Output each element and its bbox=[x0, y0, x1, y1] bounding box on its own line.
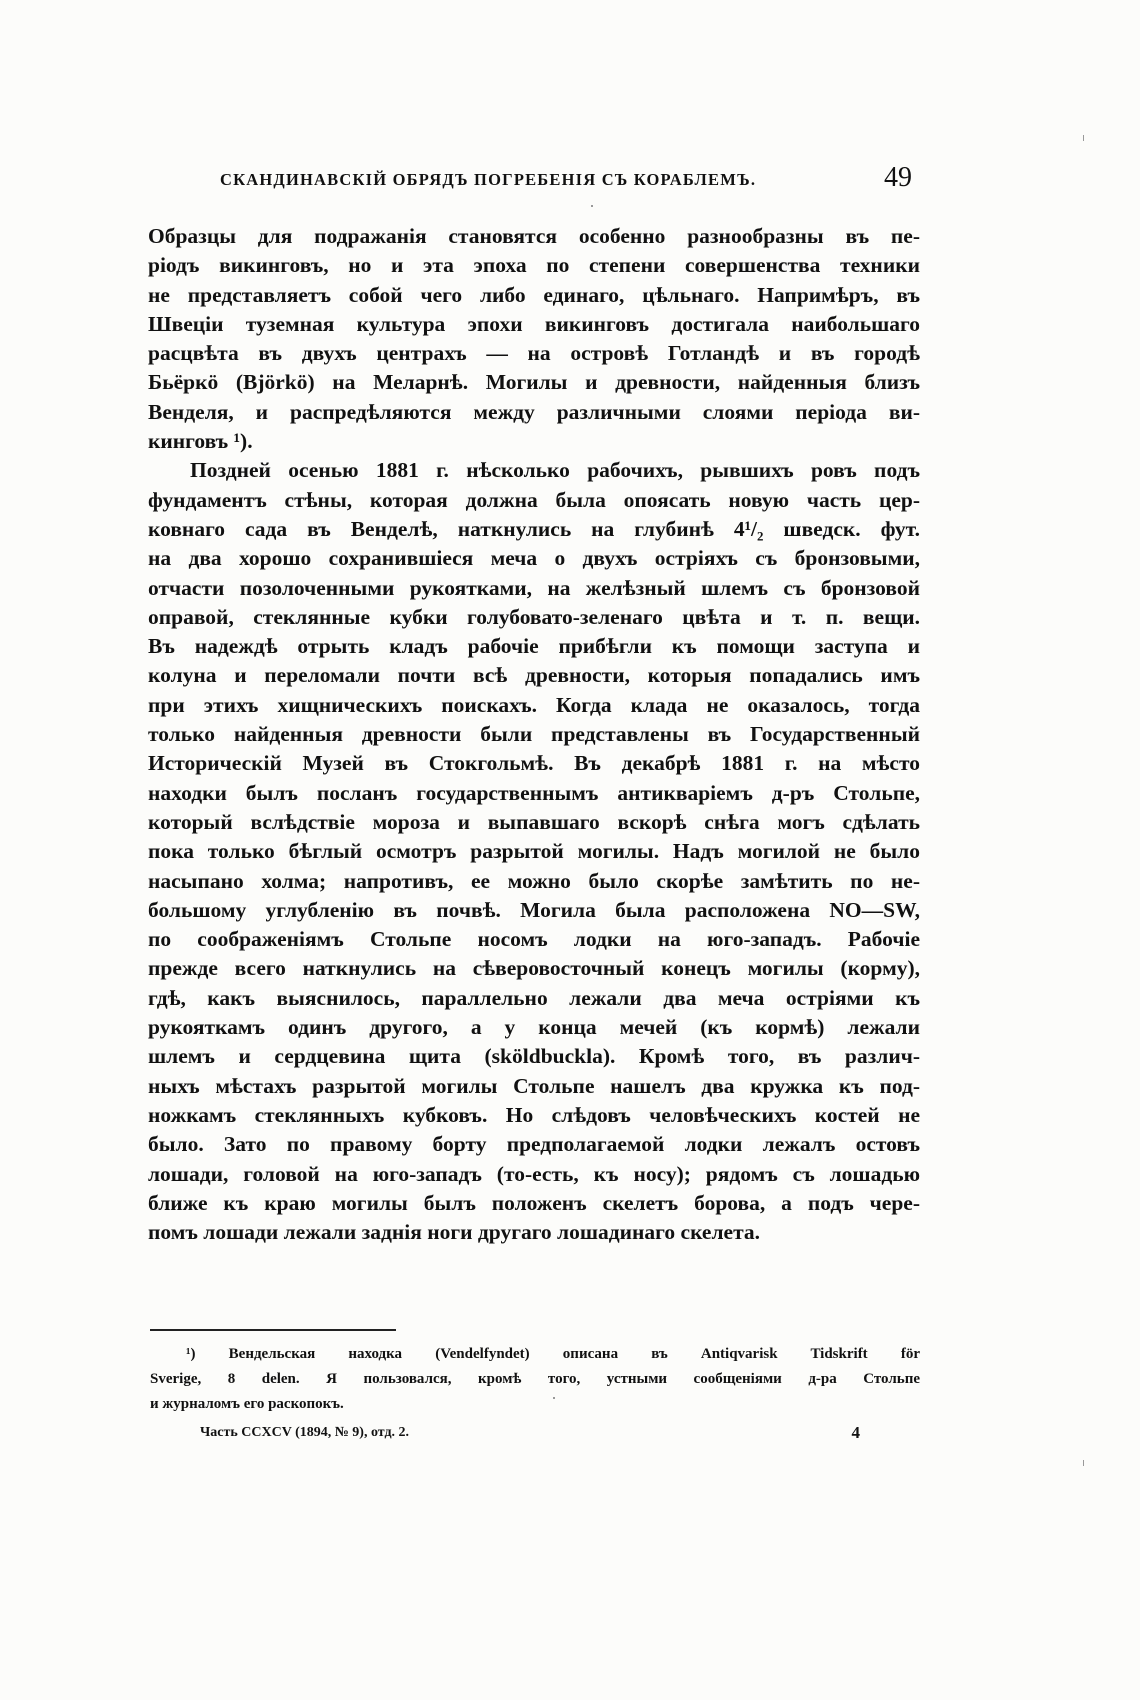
body-line: Образцы для подражанія становятся особенно разнообразны въ пе- bbox=[148, 224, 920, 248]
body-line: большому углубленію въ почвѣ. Могила была расположена NO—SW, bbox=[148, 897, 920, 922]
body-line: было. Зато по правому борту предполагаемой лодки лежалъ остовъ bbox=[148, 1132, 920, 1157]
signature-text: Часть CCXCV (1894, № 9), отд. 2. bbox=[200, 1425, 410, 1440]
body-line: насыпано холма; напротивъ, ее можно было скорѣе замѣтить по не- bbox=[148, 868, 920, 893]
body-line: рукояткамъ одинъ другого, а у конца мечей (къ кормѣ) лежали bbox=[148, 1015, 920, 1040]
footnote-line: ¹) Вендельская находка (Vendelfyndet) описана въ Antiqvarisk Tidskrift för bbox=[186, 1346, 920, 1362]
page-header bbox=[150, 162, 920, 202]
body-line: на два хорошо сохранившіеся меча о двухъ остріяхъ съ бронзовыми, bbox=[148, 546, 920, 571]
scan-speck bbox=[591, 205, 593, 207]
page-number: 49 bbox=[884, 162, 912, 193]
body-line: помъ лошади лежали заднія ноги другаго лошадинаго скелета. bbox=[148, 1220, 761, 1245]
footnote-divider bbox=[150, 1329, 396, 1331]
body-line: только найденныя древности были представлены въ Государственный bbox=[148, 722, 920, 747]
footnote-line: и журналомъ его раскопокъ. bbox=[150, 1396, 344, 1412]
body-line: Историческій Музей въ Стокгольмѣ. Въ декабрѣ 1881 г. на мѣсто bbox=[148, 751, 920, 776]
body-line: ножкамъ стеклянныхъ кубковъ. Но слѣдовъ человѣческихъ костей не bbox=[148, 1102, 920, 1127]
body-line: колуна и переломали почти всѣ древности, которыя попадались имъ bbox=[148, 663, 920, 688]
body-line: Поздней осенью 1881 г. нѣсколько рабочихъ, рывшихъ ровъ подъ bbox=[190, 458, 920, 483]
footnote bbox=[150, 1342, 920, 1417]
body-text bbox=[148, 222, 920, 1247]
signature-number: 4 bbox=[851, 1423, 860, 1442]
printer-signature bbox=[200, 1425, 890, 1449]
body-line: Венделя, и распредѣляются между различными слоями періода ви- bbox=[148, 399, 920, 424]
body-line: Бьёркö (Björkö) на Меларнѣ. Могилы и древности, найденныя близъ bbox=[148, 370, 920, 395]
body-line: лошади, головой на юго-западъ (то-есть, къ носу); рядомъ съ лошадью bbox=[148, 1161, 920, 1186]
scan-speck bbox=[1083, 135, 1084, 141]
body-line: ближе къ краю могилы былъ положенъ скелетъ борова, а подъ чере- bbox=[148, 1190, 920, 1215]
body-line: при этихъ хищническихъ поискахъ. Когда клада не оказалось, тогда bbox=[148, 692, 920, 717]
body-line: отчасти позолоченными рукоятками, на желѣзный шлемъ съ бронзовой bbox=[148, 575, 920, 600]
body-line: фундаментъ стѣны, которая должна была опоясать новую часть цер- bbox=[148, 487, 920, 512]
body-line: оправой, стеклянные кубки голубовато-зеленаго цвѣта и т. п. вещи. bbox=[148, 604, 920, 629]
body-line: пока только бѣглый осмотръ разрытой могилы. Надъ могилой не было bbox=[148, 839, 920, 864]
scan-speck bbox=[553, 1397, 555, 1399]
body-line: шлемъ и сердцевина щита (sköldbuckla). Кромѣ того, въ различ- bbox=[148, 1044, 920, 1069]
body-line: кинговъ ¹). bbox=[148, 429, 253, 454]
body-line: Швеціи туземная культура эпохи викинговъ достигала наибольшаго bbox=[148, 311, 920, 336]
body-line: прежде всего наткнулись на сѣверовосточный конецъ могилы (корму), bbox=[148, 956, 920, 981]
body-line: по соображеніямъ Стольпе носомъ лодки на юго-западъ. Рабочіе bbox=[148, 927, 920, 952]
body-line: расцвѣта въ двухъ центрахъ — на островѣ Готландѣ и въ городѣ bbox=[148, 341, 920, 366]
body-line: не представляетъ собой чего либо единаго, цѣльнаго. Напримѣръ, въ bbox=[148, 282, 920, 307]
body-line: ріодъ викинговъ, но и эта эпоха по степени совершенства техники bbox=[148, 253, 920, 278]
body-line: находки былъ посланъ государственнымъ антикваріемъ д-ръ Стольпе, bbox=[148, 780, 920, 805]
body-line: Въ надеждѣ отрыть кладъ рабочіе прибѣгли къ помощи заступа и bbox=[148, 634, 920, 659]
body-line: ковнаго сада въ Венделѣ, наткнулись на глубинѣ 4¹/₂ шведск. фут. bbox=[148, 516, 920, 541]
running-title: СКАНДИНАВСКІЙ ОБРЯДЪ ПОГРЕБЕНІЯ СЪ КОРАБЛЕМЪ. bbox=[220, 170, 757, 189]
scan-speck bbox=[1083, 1460, 1084, 1466]
footnote-line: Sverige, 8 delen. Я пользовался, кромѣ того, устными сообщеніями д-ра Стольпе bbox=[150, 1371, 920, 1387]
body-line: который вслѣдствіе мороза и выпавшаго вскорѣ снѣга могъ сдѣлать bbox=[148, 809, 920, 834]
body-line: ныхъ мѣстахъ разрытой могилы Стольпе нашелъ два кружка къ под- bbox=[148, 1073, 920, 1098]
body-line: гдѣ, какъ выяснилось, параллельно лежали два меча остріями къ bbox=[148, 985, 920, 1010]
